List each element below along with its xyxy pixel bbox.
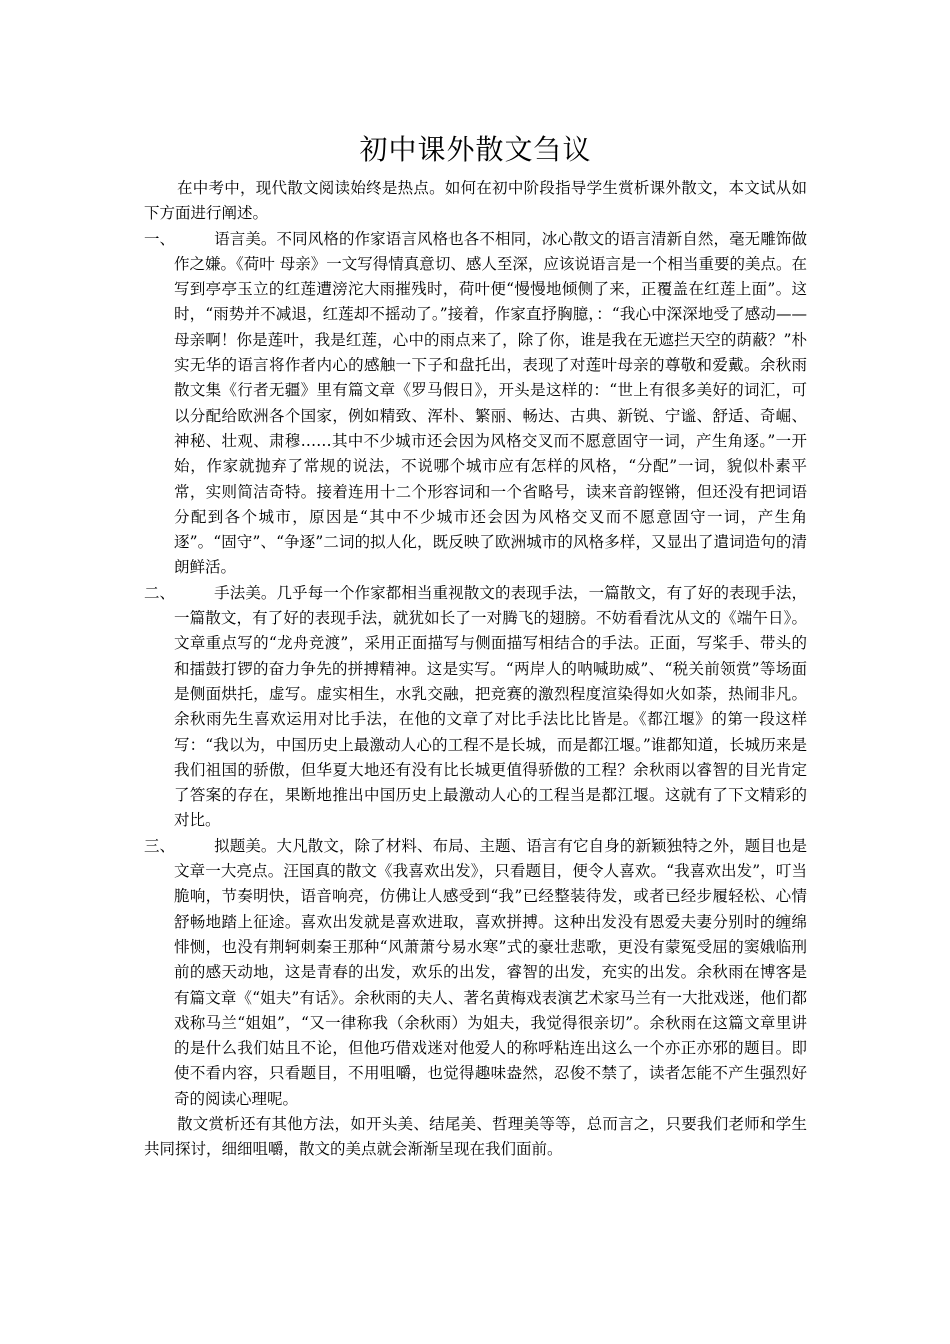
section-body bbox=[174, 227, 807, 581]
document-title: 初中课外散文刍议 bbox=[359, 133, 592, 166]
document-page bbox=[144, 128, 807, 1163]
section-text: 手法美。几乎每一个作家都相当重视散文的表现手法，一篇散文，有了好的表现手法，一篇散文，有了好的表现手法，就犹如长了一对腾飞的翅膀。不妨看看沈从文的《端午日》。文章重点写的“龙舟竞渡”，采用正面描写与侧面描写相结合的手法。正面，写桨手、带头的和擂鼓打锣的奋力争先的拼搏精神。这是实写。“两岸人的呐喊助威”、“税关前领赏”等场面是侧面烘托，虚写。虚实相生，水乳交融，把竞赛的激烈程度渲染得如火如荼，热闹非凡。余秋雨先生喜欢运用对比手法，在他的文章了对比手法比比皆是。《都江堰》的第一段这样写：“我以为，中国历史上最激动人心的工程不是长城，而是都江堰。”谁都知道，长城历来是我们祖国的骄傲，但华夏大地还有没有比长城更值得骄傲的工程？余秋雨以睿智的目光肯定了答案的存在，果断地推出中国历史上最激动人心的工程当是都江堰。这就有了下文精彩的对比。 bbox=[174, 583, 807, 830]
section-text: 拟题美。大凡散文，除了材料、布局、主题、语言有它自身的新颖独特之外，题目也是文章一大亮点。汪国真的散文《我喜欢出发》，只看题目，便令人喜欢。“我喜欢出发”，叮当脆响，节奏明快，语音响亮，仿佛让人感受到“我”已经整装待发，或者已经步履轻松、心情舒畅地踏上征途。喜欢出发就是喜欢进取，喜欢拼搏。这种出发没有恩爱夫妻分别时的缠绵悱恻，也没有荆轲刺秦王那种“风萧萧兮易水寒”式的豪壮悲歌，更没有蒙冤受屈的窦娥临刑前的感天动地，这是青春的出发，欢乐的出发，睿智的出发，充实的出发。余秋雨在博客是有篇文章《“姐夫”有话》。余秋雨的夫人、著名黄梅戏表演艺术家马兰有一大批戏迷，他们都戏称马兰“姐姐”，“又一律称我（余秋雨）为姐夫，我觉得很亲切”。余秋雨在这篇文章里讲的是什么我们姑且不论，但他巧借戏迷对他爱人的称呼粘连出这么一个亦正亦邪的题目。即使不看内容，只看题目，不用咀嚼，也觉得趣味盎然，忍俊不禁了，读者怎能不产生强烈好奇的阅读心理呢。 bbox=[174, 836, 807, 1108]
section-number: 三、 bbox=[144, 836, 176, 855]
section-three bbox=[144, 834, 807, 1112]
closing-paragraph: 散文赏析还有其他方法，如开头美、结尾美、哲理美等等，总而言之，只要我们老师和学生共同探讨，细细咀嚼，散文的美点就会渐渐呈现在我们面前。 bbox=[144, 1114, 807, 1159]
section-number: 二、 bbox=[144, 583, 176, 602]
section-two bbox=[144, 581, 807, 834]
section-number: 一、 bbox=[144, 229, 176, 248]
section-body bbox=[174, 834, 807, 1112]
section-one bbox=[144, 227, 807, 581]
intro-paragraph: 在中考中，现代散文阅读始终是热点。如何在初中阶段指导学生赏析课外散文，本文试从如下方面进行阐述。 bbox=[144, 179, 807, 223]
section-text: 语言美。不同风格的作家语言风格也各不相同，冰心散文的语言清新自然，毫无雕饰做作之嫌。《荷叶 母亲》一文写得情真意切、感人至深，应该说语言是一个相当重要的美点。在写到亭亭玉立的红莲遭滂沱大雨摧残时，荷叶便“慢慢地倾侧了来，正覆盖在红莲上面”。这时，“雨势并不减退，红莲却不摇动了。”接着，作家直抒胸臆，：“我心中深深地受了感动——母亲啊！你是莲叶，我是红莲，心中的雨点来了，除了你，谁是我在无遮拦天空的荫蔽？”朴实无华的语言将作者内心的感触一下子和盘托出，表现了对莲叶母亲的尊敬和爱戴。余秋雨散文集《行者无疆》里有篇文章《罗马假日》，开头是这样的：“世上有很多美好的词汇，可以分配给欧洲各个国家，例如精致、浑朴、繁丽、畅达、古典、新锐、宁谧、舒适、奇崛、神秘、壮观、肃穆……其中不少城市还会因为风格交叉而不愿意固守一词，产生角逐。”一开始，作家就抛弃了常规的说法，不说哪个城市应有怎样的风格，“分配”一词，貌似朴素平常，实则简洁奇特。接着连用十二个形容词和一个省略号，读来音韵铿锵，但还没有把词语分配到各个城市，原因是“其中不少城市还会因为风格交叉而不愿意固守一词，产生角逐”。“固守”、“争逐”二词的拟人化，既反映了欧洲城市的风格多样，又显出了遣词造句的清朗鲜活。 bbox=[174, 229, 807, 577]
section-body bbox=[174, 581, 807, 834]
